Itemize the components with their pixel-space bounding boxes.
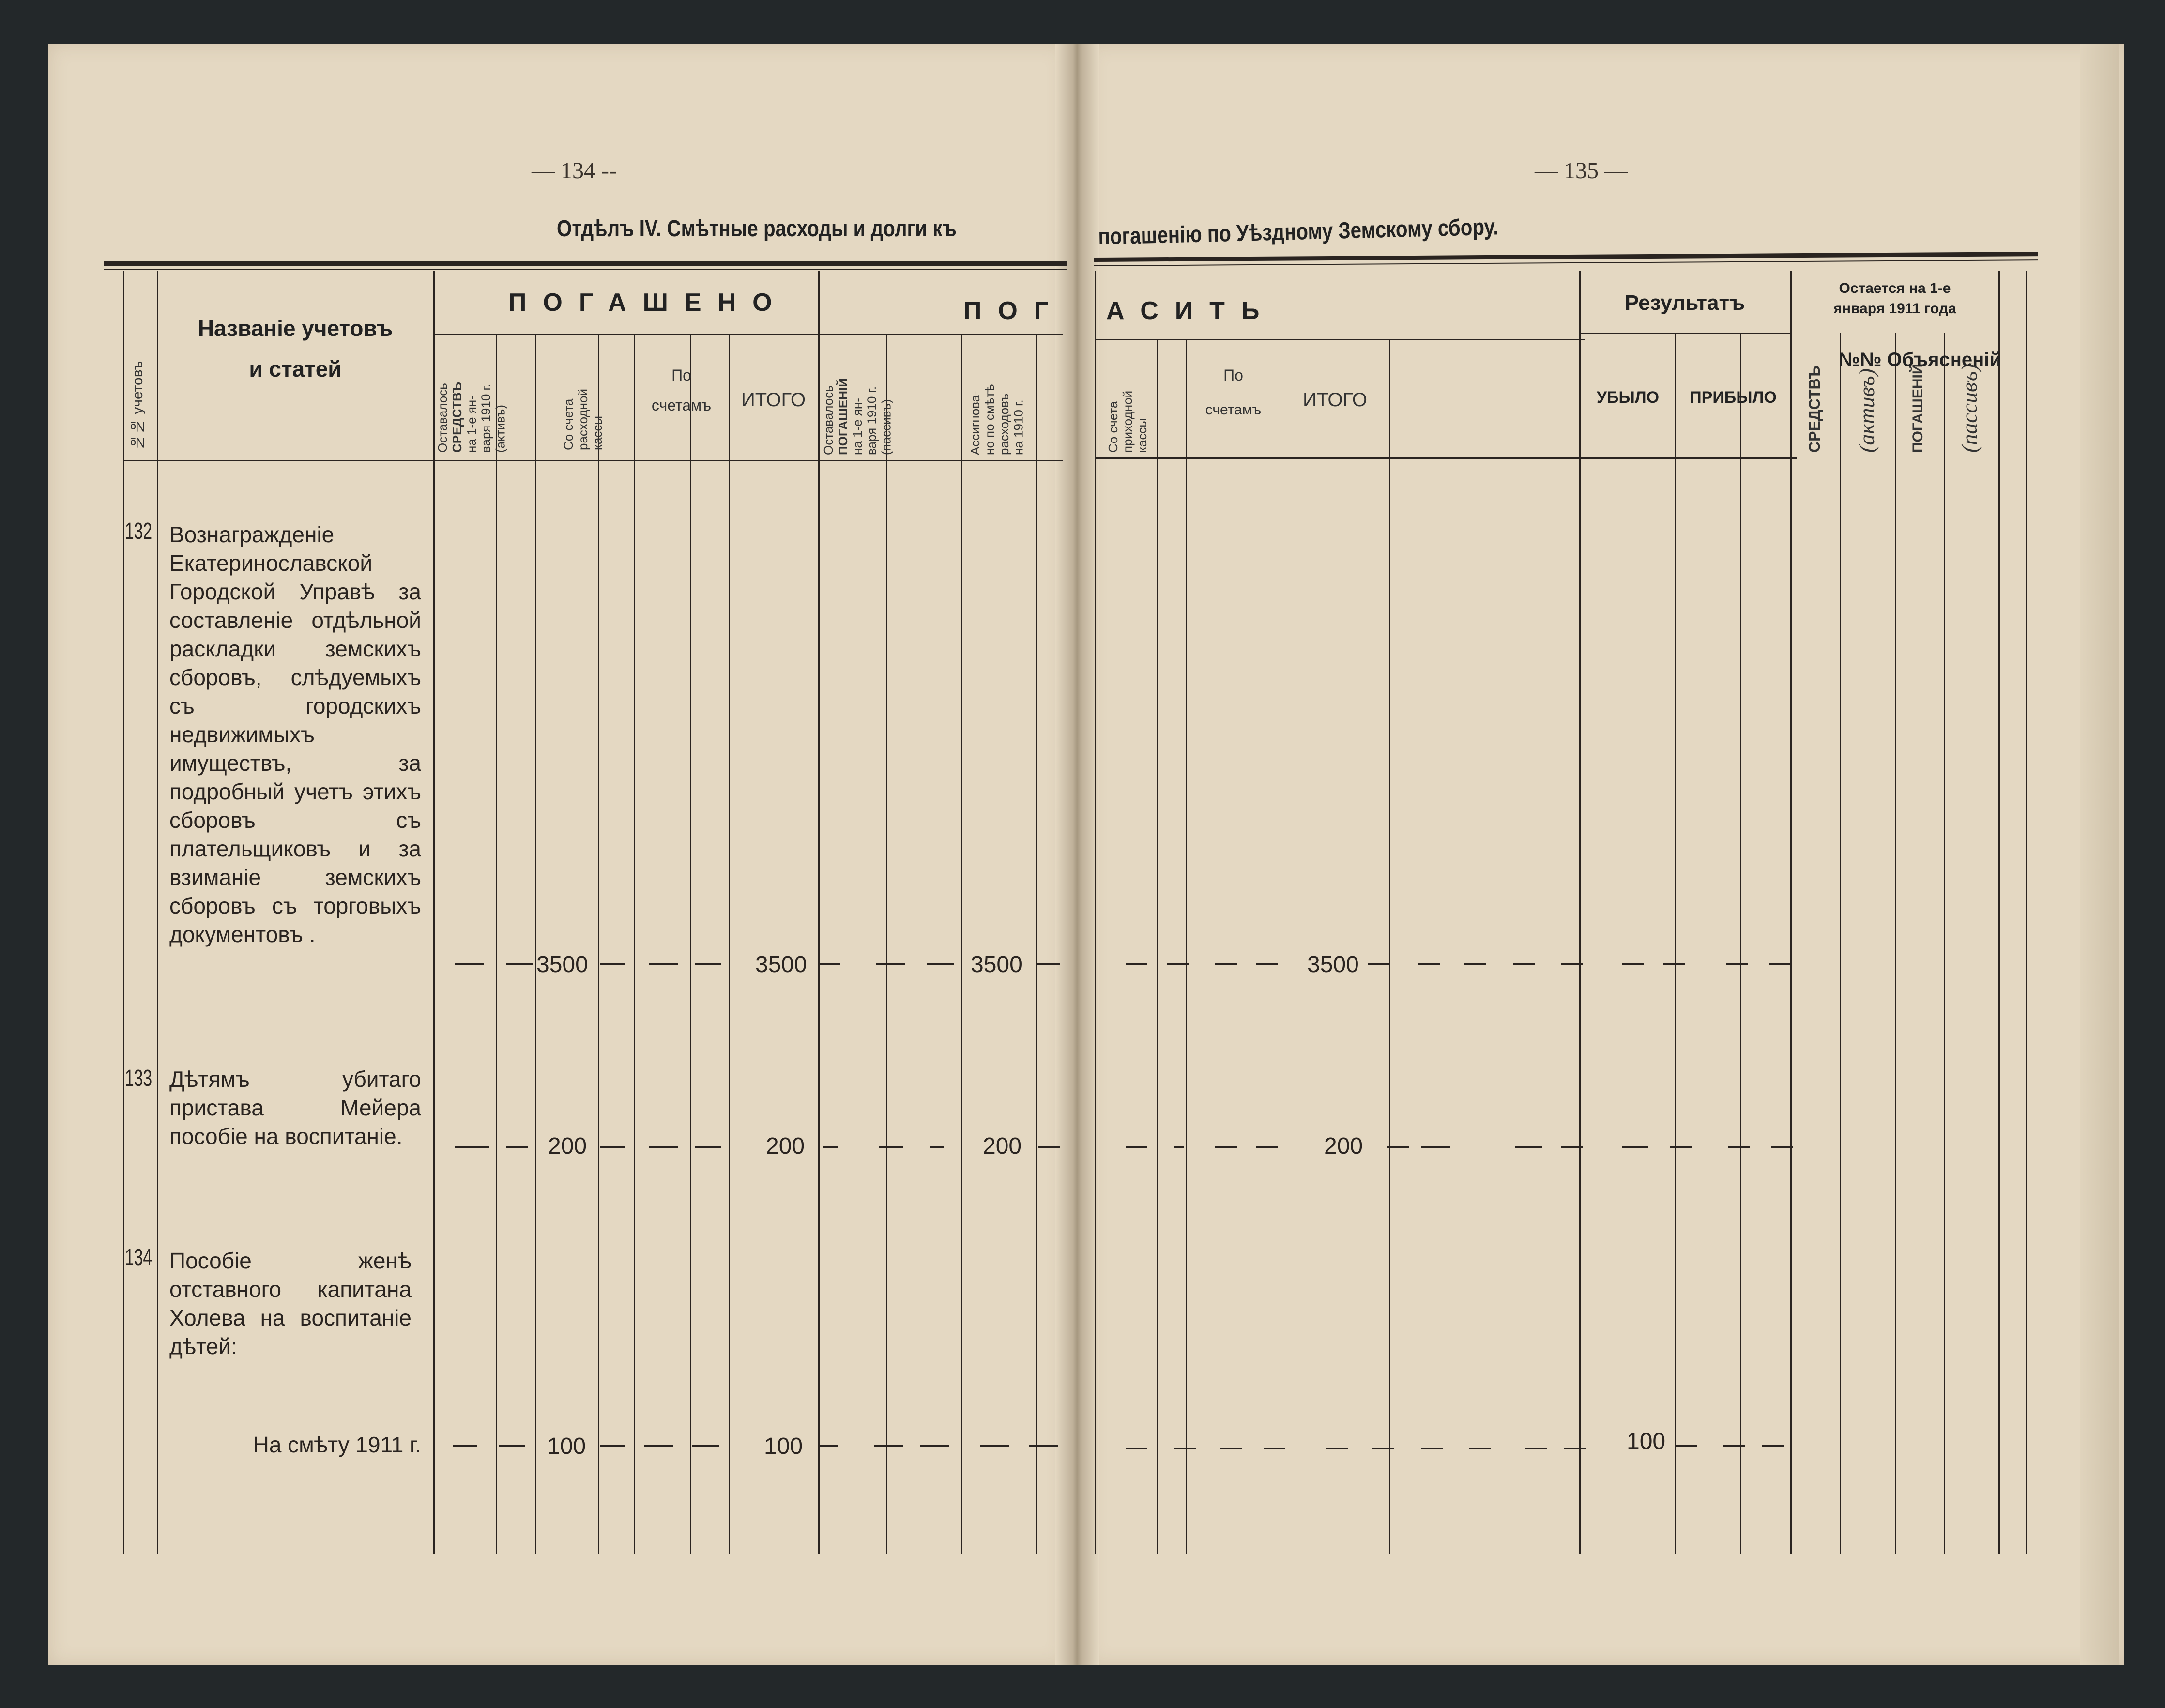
col-header-so-scheta-rashodnoy [562, 358, 605, 450]
col-line [634, 334, 635, 1554]
header-bottom-rule-left [123, 460, 1063, 461]
header-pogasheno: ПОГАШЕНО [508, 289, 789, 317]
dash [455, 963, 484, 965]
col-header-name-line1: Названіе учетовъ [198, 316, 393, 341]
row-description: Вознагражденіе Екатеринославской Городской Управѣ за составленіе отдѣльной раскладки земскихъ сборовъ, слѣдуемыхъ съ городскихъ недвижимыхъ имуществъ, за подробный учетъ этихъ сборовъ съ плательщиковъ и за взиманіе земскихъ сборовъ съ торговыхъ документовъ . [169, 522, 421, 947]
dash [455, 1146, 489, 1148]
title-right: погашенію по Уѣздному Земскому сбору. [1098, 214, 1499, 250]
dash [1174, 1448, 1196, 1449]
col-line [1389, 339, 1390, 1554]
col-header-name [184, 315, 407, 383]
hdr-line: Оставалось [821, 385, 836, 455]
hdr-line: на 1-е ян- [464, 396, 479, 453]
dash [1387, 1146, 1409, 1148]
dash [879, 1146, 903, 1148]
col-line [1186, 339, 1187, 1554]
dash [1256, 1146, 1278, 1148]
title-left: Отдѣлъ IV. Смѣтные расходы и долги къ [557, 216, 957, 242]
col-header-ostavalos-pogasheniy [822, 339, 894, 455]
value-rashod: 3500 [536, 952, 588, 977]
dash [1769, 963, 1791, 965]
hdr-line: кассы [1134, 418, 1149, 453]
dash [499, 1445, 525, 1447]
top-thin-rule-left [104, 269, 1067, 270]
col-line [2026, 271, 2027, 1554]
hdr-line: Остается на 1-е [1839, 280, 1951, 296]
hdr-line: (пассивъ) [879, 399, 894, 455]
col-header-so-scheta-prihodnoy [1106, 361, 1150, 453]
dash [1561, 1146, 1583, 1148]
hdr-line: варя 1910 г. [864, 386, 879, 455]
col-line [1840, 333, 1841, 1554]
row-number: 134 [125, 1245, 152, 1270]
col-header-itogo-left: ИТОГО [741, 389, 806, 411]
page-edge [2080, 44, 2119, 1665]
dash [818, 1445, 838, 1447]
hdr-line: ПОГАШЕНІЙ [835, 378, 850, 455]
dash [927, 963, 954, 965]
col-line [496, 334, 497, 1554]
dash [1622, 963, 1644, 965]
hdr-line: (активъ) [493, 404, 508, 453]
col-line [1944, 333, 1945, 1554]
col-header-pribylo: ПРИБЫЛО [1690, 388, 1777, 407]
col-line [1998, 271, 2000, 1554]
value-assignovano: 200 [983, 1133, 1022, 1159]
dash [1215, 1146, 1237, 1148]
col-line [961, 334, 962, 1554]
dash [1464, 963, 1486, 965]
top-thick-rule-left [104, 261, 1067, 266]
col-line [1036, 334, 1037, 1554]
value-assignovano: 3500 [971, 952, 1022, 977]
hdr-line: кассы [590, 415, 605, 450]
hdr-line: варя 1910 г. [478, 383, 493, 453]
value-itogo-left: 100 [764, 1434, 803, 1459]
value-itogo-right: 200 [1324, 1133, 1363, 1159]
dash [649, 1146, 678, 1148]
dash [980, 1445, 1009, 1447]
col-header-po-schetam-right [1186, 366, 1281, 419]
hdr-line: СРЕДСТВЪ [449, 381, 464, 453]
dash [1029, 1445, 1058, 1447]
col-header-aktiv: (активъ) [1854, 368, 1879, 453]
row-number: 133 [125, 1066, 152, 1091]
col-line [598, 334, 599, 1554]
right-page-number: — 135 — [1535, 158, 1628, 183]
hdr-line: счетамъ [651, 396, 712, 414]
header-asit: АСИТЬ [1106, 297, 1276, 325]
col-header-obyasneniy-text: №№ Объясненій [1838, 349, 2001, 370]
hdr-line: января 1911 года [1833, 301, 1956, 317]
col-line [818, 271, 820, 1554]
dash [1670, 1146, 1692, 1148]
col-header-passiv: (пассивъ) [1957, 364, 1982, 453]
dash [1771, 1146, 1793, 1148]
hdr-line: По [671, 366, 691, 384]
dash [1418, 963, 1440, 965]
col-line [123, 271, 124, 1554]
dash [1723, 1445, 1745, 1447]
col-line [1157, 339, 1158, 1554]
dash [1469, 1448, 1491, 1449]
dash [695, 963, 721, 965]
col-header-rezultat: Результатъ [1624, 291, 1745, 315]
col-line [690, 334, 691, 1554]
dash [876, 963, 905, 965]
col-header-ostaetsya [1791, 278, 1998, 319]
dash [1220, 1448, 1242, 1449]
col-header-name-line2: и статей [249, 356, 342, 381]
dash [1564, 1448, 1586, 1449]
col-header-po-schetam-left [634, 366, 729, 415]
hdr-line: счетамъ [1205, 401, 1262, 418]
dash [1726, 963, 1748, 965]
dash [1036, 963, 1060, 965]
dash [600, 963, 625, 965]
left-page-number: — 134 -- [532, 158, 617, 183]
dash [1675, 1445, 1697, 1447]
dash [1126, 1146, 1147, 1148]
dash [1126, 963, 1147, 965]
dash [1326, 1448, 1348, 1449]
dash [1372, 1448, 1394, 1449]
row-description: Пособіе женѣ отставного капитана Холева на воспитаніе дѣтей: [169, 1248, 412, 1359]
dash [1525, 1448, 1547, 1449]
col-line [157, 271, 158, 1554]
hdr-line: но по смѣтѣ [982, 384, 997, 455]
hdr-line: Оставалось [435, 383, 450, 453]
col-line [1579, 271, 1581, 1554]
dash [600, 1445, 625, 1447]
col-line [1790, 271, 1792, 1554]
value-itogo-left: 3500 [755, 952, 807, 977]
dash [1215, 963, 1237, 965]
hdr-line: По [1223, 366, 1243, 384]
col-line [886, 334, 887, 1554]
dash [823, 1146, 838, 1148]
dash [692, 1445, 719, 1447]
dash [1264, 1448, 1285, 1449]
dash [695, 1146, 721, 1148]
col-header-pogasheniy: ПОГАШЕНІЙ [1910, 364, 1926, 453]
col-header-ubylo: УБЫЛО [1596, 388, 1660, 407]
value-rashod: 200 [548, 1133, 587, 1159]
dash [930, 1146, 944, 1148]
dash [1421, 1448, 1443, 1449]
row-subitem: На смѣту 1911 г. [253, 1432, 421, 1457]
dash [1728, 1146, 1750, 1148]
col-line [1895, 333, 1896, 1554]
hdr-line: приходной [1120, 390, 1135, 453]
hdr-line: Со счета [561, 398, 576, 450]
value-sredstv: 100 [1627, 1429, 1666, 1454]
col-header-num: №№ учетовъ [130, 361, 146, 450]
hdr-line: расходной [575, 388, 590, 450]
dash [1174, 1146, 1184, 1148]
hdr-line: на 1-е ян- [850, 398, 865, 455]
header-pog: ПОГ [963, 297, 1065, 325]
dash [644, 1445, 673, 1447]
dash [1622, 1146, 1648, 1148]
dash [453, 1445, 477, 1447]
col-line [1740, 333, 1741, 1554]
dash [600, 1146, 625, 1148]
hdr-line: Ассигнова- [968, 391, 982, 455]
dash [1663, 963, 1685, 965]
dash [874, 1445, 903, 1447]
dash [1421, 1146, 1450, 1148]
col-header-obyasneniy [1794, 348, 2001, 372]
col-header-assignovano [968, 339, 1026, 455]
col-header-ostavalos-sredstv [436, 341, 508, 453]
dash [818, 963, 840, 965]
dash [1126, 1448, 1147, 1449]
dash [1167, 963, 1189, 965]
hdr-line: на 1910 г. [1011, 399, 1026, 455]
col-line [1675, 333, 1676, 1554]
value-itogo-right: 3500 [1307, 952, 1359, 977]
header-subrule-rezultat [1579, 333, 1790, 334]
col-line [433, 271, 435, 1554]
dash [1515, 1146, 1542, 1148]
col-line [1095, 271, 1096, 1554]
dash [649, 963, 678, 965]
row-number: 132 [125, 518, 152, 544]
dash [1038, 1146, 1060, 1148]
dash [1513, 963, 1535, 965]
header-bottom-rule-right [1095, 458, 1797, 459]
dash [920, 1445, 949, 1447]
dash [1762, 1445, 1784, 1447]
row-description: Дѣтямъ убитаго пристава Мейера пособіе на воспитаніе. [169, 1067, 421, 1149]
col-line [535, 334, 536, 1554]
hdr-line: расходовъ [996, 393, 1011, 455]
col-header-itogo-right: ИТОГО [1302, 389, 1368, 411]
dash [506, 963, 533, 965]
col-header-sredstv: СРЕДСТВЪ [1806, 366, 1823, 453]
book-gutter [1055, 44, 1099, 1665]
value-itogo-left: 200 [766, 1133, 805, 1159]
value-rashod: 100 [547, 1434, 586, 1459]
dash [1256, 963, 1278, 965]
dash [1561, 963, 1583, 965]
header-subrule-left [433, 334, 1063, 335]
dash [1368, 963, 1389, 965]
dash [506, 1146, 528, 1148]
hdr-line: Со счета [1106, 401, 1120, 453]
col-line [729, 334, 730, 1554]
header-subrule-right [1095, 339, 1585, 340]
